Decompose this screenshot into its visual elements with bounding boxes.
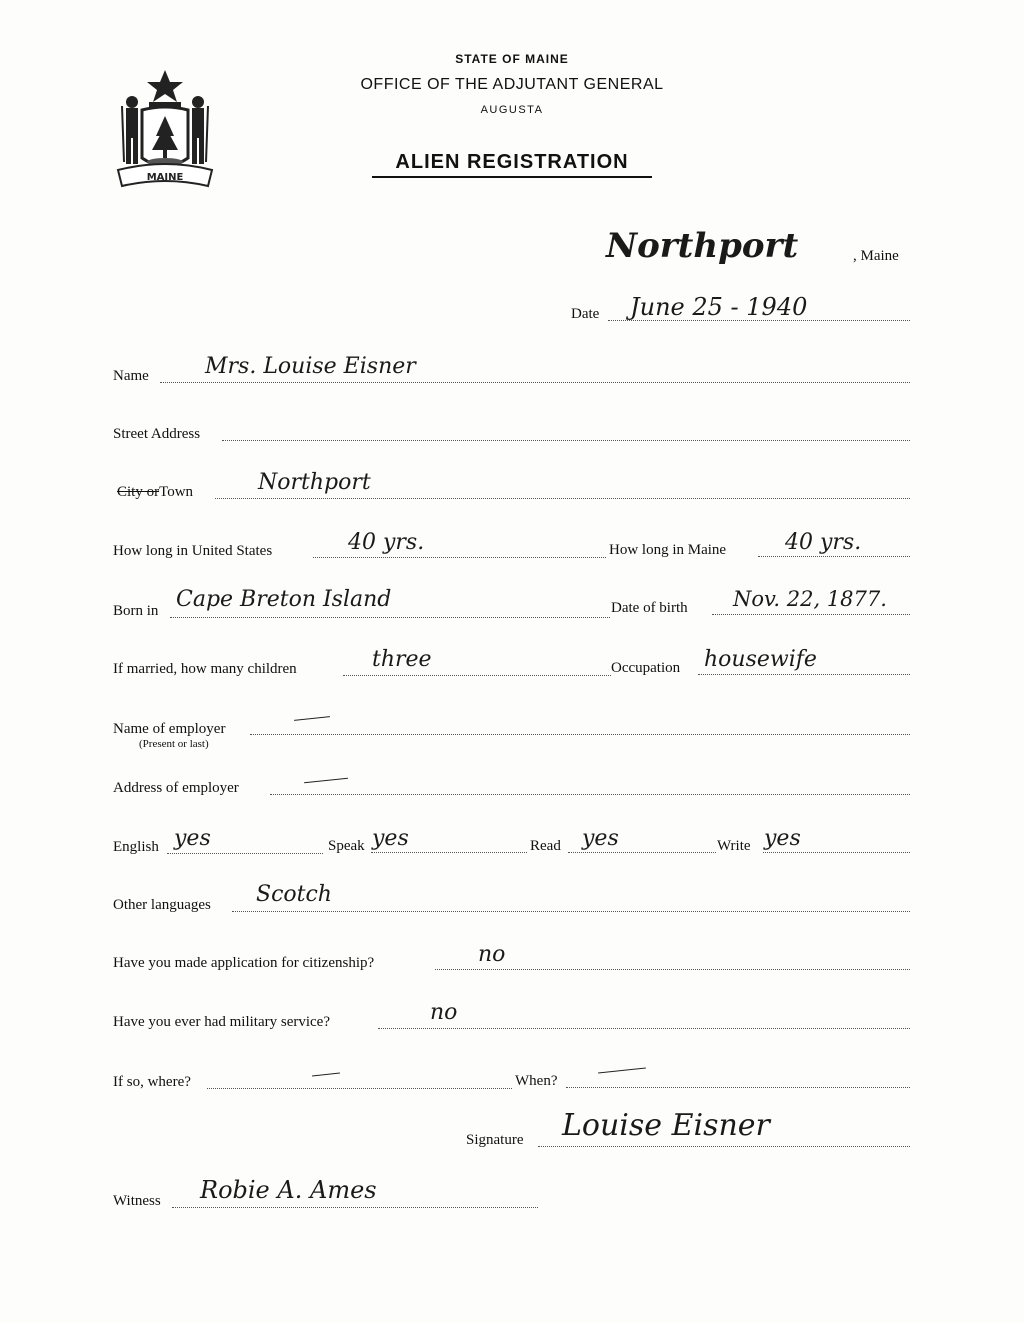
years-maine-label: How long in Maine <box>609 542 727 558</box>
children-value: three <box>372 647 432 672</box>
signature-label: Signature <box>466 1132 524 1148</box>
date-value: June 25 - 1940 <box>630 293 808 321</box>
place-suffix: , Maine <box>853 248 899 264</box>
date-of-birth-value: Nov. 22, 1877. <box>733 587 887 611</box>
street-address-label: Street Address <box>113 426 201 442</box>
date-of-birth-label: Date of birth <box>611 600 688 616</box>
years-maine-value: 40 yrs. <box>785 530 862 555</box>
city-town-label <box>117 484 193 501</box>
born-in-label: Born in <box>113 603 159 619</box>
write-value: yes <box>764 826 801 851</box>
city-town-value: Northport <box>258 470 371 495</box>
citizenship-value: no <box>478 942 506 967</box>
military-label: Have you ever had military service? <box>113 1014 330 1030</box>
born-in-value: Cape Breton Island <box>176 587 392 612</box>
other-languages-value: Scotch <box>256 882 332 907</box>
name-value: Mrs. Louise Eisner <box>205 354 416 379</box>
citizenship-label: Have you made application for citizenship? <box>113 955 375 971</box>
header-city: AUGUSTA <box>480 104 544 116</box>
military-value: no <box>430 1000 458 1025</box>
form-title: ALIEN REGISTRATION <box>372 151 652 178</box>
town-label: Town <box>159 484 194 500</box>
employer-address-label: Address of employer <box>113 780 239 796</box>
seal-ribbon-text: MAINE <box>146 172 184 183</box>
employer-name-dash <box>294 716 330 721</box>
english-value: yes <box>174 826 211 851</box>
name-label: Name <box>113 368 149 384</box>
when-dash <box>598 1067 646 1073</box>
witness-label: Witness <box>113 1193 161 1209</box>
years-us-value: 40 yrs. <box>348 530 425 555</box>
signature-value: Louise Eisner <box>562 1108 770 1143</box>
read-label: Read <box>530 838 561 854</box>
where-label: If so, where? <box>113 1074 191 1090</box>
speak-value: yes <box>372 826 409 851</box>
when-label: When? <box>515 1073 558 1089</box>
other-languages-label: Other languages <box>113 897 211 913</box>
date-label: Date <box>571 306 600 322</box>
header-office: OFFICE OF THE ADJUTANT GENERAL <box>360 76 664 93</box>
english-label: English <box>113 839 159 855</box>
employer-name-label: Name of employer <box>113 721 226 737</box>
read-value: yes <box>582 826 619 851</box>
witness-value: Robie A. Ames <box>200 1176 377 1204</box>
place-value: Northport <box>606 226 799 266</box>
employer-name-sublabel: (Present or last) <box>139 738 209 750</box>
occupation-value: housewife <box>704 647 817 672</box>
years-us-label: How long in United States <box>113 543 273 559</box>
employer-address-dash <box>304 778 348 784</box>
speak-label: Speak <box>328 838 365 854</box>
header-state: STATE OF MAINE <box>455 52 569 66</box>
where-dash <box>312 1073 340 1077</box>
city-or-struck-label: City or <box>117 484 160 500</box>
occupation-label: Occupation <box>611 660 681 676</box>
children-label: If married, how many children <box>113 661 297 677</box>
write-label: Write <box>717 838 751 854</box>
